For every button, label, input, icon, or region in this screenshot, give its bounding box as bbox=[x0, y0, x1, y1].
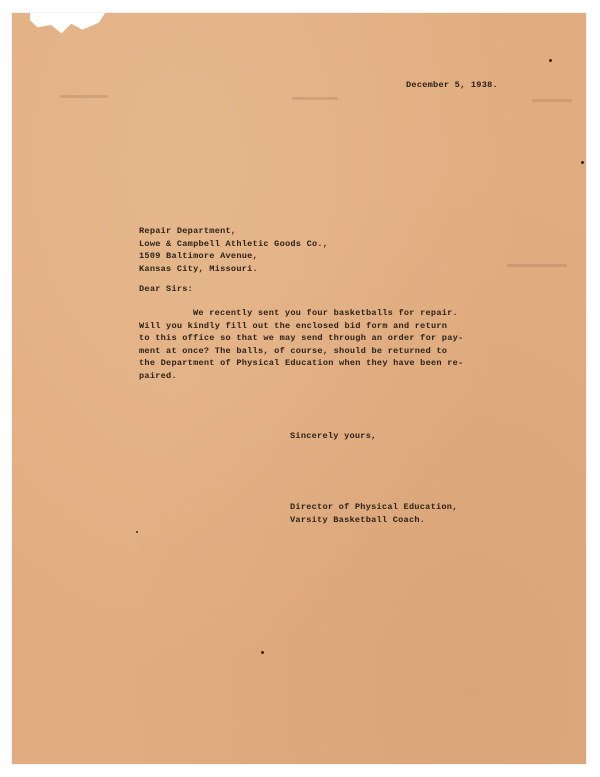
ink-speck bbox=[261, 651, 264, 654]
address-line: Lowe & Campbell Athletic Goods Co., bbox=[139, 238, 329, 249]
body-line: paired. bbox=[139, 370, 177, 381]
address-line: 1509 Baltimore Avenue, bbox=[139, 251, 258, 261]
faint-mark bbox=[292, 97, 338, 100]
body-line: ment at once? The balls, of course, should be returned to bbox=[139, 345, 448, 356]
signature-block bbox=[290, 501, 458, 526]
complimentary-closing: Sincerely yours, bbox=[290, 431, 377, 441]
body-line: the Department of Physical Education when they have been re- bbox=[139, 358, 464, 368]
ink-speck bbox=[136, 531, 138, 533]
body-line: We recently sent you four basketballs for repair. bbox=[193, 308, 458, 318]
faint-mark bbox=[532, 99, 572, 102]
signature-line: Varsity Basketball Coach. bbox=[290, 514, 426, 525]
torn-corner bbox=[30, 13, 105, 37]
ink-speck bbox=[549, 59, 552, 62]
letter-body bbox=[139, 307, 463, 382]
ink-speck bbox=[581, 161, 584, 164]
address-line: Kansas City, Missouri. bbox=[139, 263, 258, 274]
faint-mark bbox=[507, 264, 567, 267]
address-line: Repair Department, bbox=[139, 226, 237, 236]
faint-mark bbox=[60, 95, 108, 98]
body-line: to this office so that we may send through an order for pay- bbox=[139, 333, 464, 343]
letter-page bbox=[12, 13, 586, 764]
recipient-address bbox=[139, 225, 328, 275]
body-line: Will you kindly fill out the enclosed bid form and return bbox=[139, 320, 448, 331]
signature-line: Director of Physical Education, bbox=[290, 502, 458, 512]
salutation: Dear Sirs: bbox=[139, 284, 194, 294]
letter-date: December 5, 1938. bbox=[406, 80, 498, 90]
